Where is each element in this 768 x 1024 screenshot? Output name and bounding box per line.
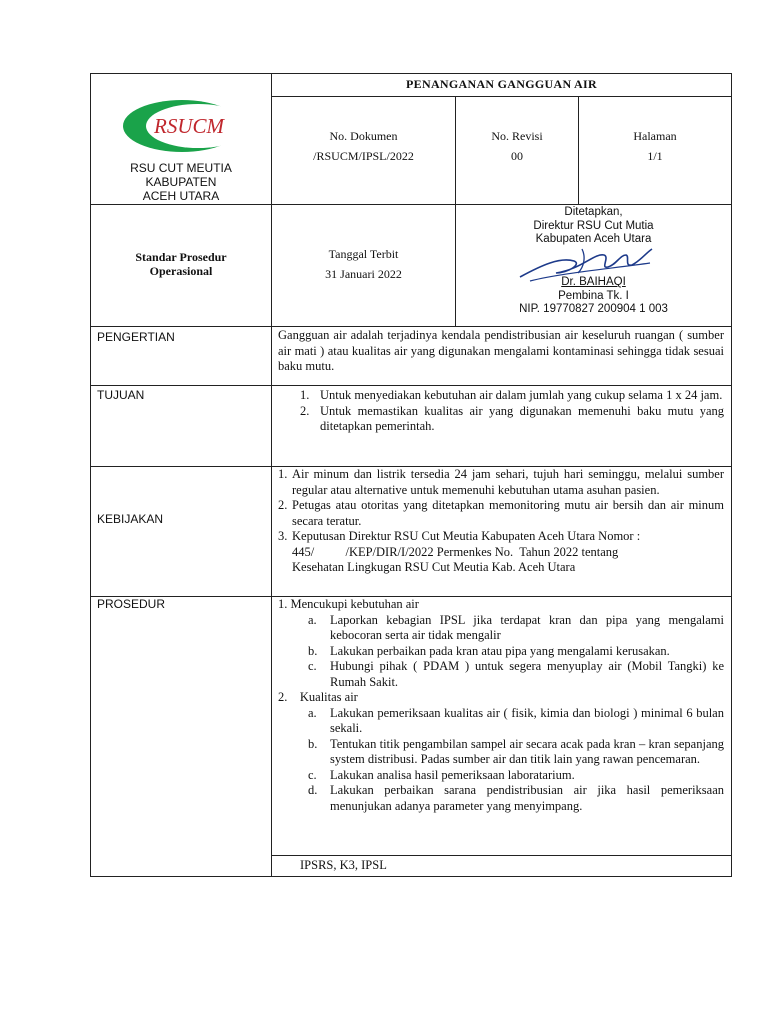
list-number: 1.: [300, 388, 310, 402]
signer-rank: Pembina Tk. I: [558, 289, 629, 302]
tujuan-list: [300, 388, 724, 435]
list-text: Lakukan perbaikan pada kran atau pipa yang mengalami kerusakan.: [330, 643, 670, 658]
revision-number: [456, 129, 578, 163]
list-text: Air minum dan listrik tersedia 24 jam sehari, tujuh hari seminggu, melalui sumber regular atau alternative untuk memenuhi kebutuhan utama asuhan pasien.: [292, 467, 724, 497]
list-letter: a.: [308, 612, 317, 627]
org-line: KABUPATEN: [145, 175, 217, 189]
prosedur-group-title: 2. Kualitas air: [278, 690, 358, 704]
prosedur-label: PROSEDUR: [97, 597, 166, 611]
related-units: IPSRS, K3, IPSL: [300, 858, 387, 872]
list-item: [278, 768, 724, 784]
list-text: Keputusan Direktur RSU Cut Meutia Kabupaten Aceh Utara Nomor :: [292, 529, 641, 543]
list-text: 445/ /KEP/DIR/I/2022 Permenkes No. Tahun 2022 tentang: [292, 544, 619, 559]
list-item: [278, 613, 724, 644]
approval-line: Direktur RSU Cut Mutia: [533, 219, 654, 232]
sop-type: [91, 250, 271, 278]
doc-number-label: No. Dokumen: [329, 129, 398, 143]
list-text: Petugas atau otoritas yang ditetapkan memonitoring mutu air bersih dan air minum secara teratur.: [292, 498, 724, 528]
tujuan-label: TUJUAN: [97, 388, 145, 402]
signer-name: Dr. BAIHAQI: [561, 276, 626, 288]
list-item: [278, 644, 724, 660]
list-letter: a.: [308, 705, 317, 720]
kebijakan-label: KEBIJAKAN: [97, 512, 164, 526]
prosedur-group-title: 1. Mencukupi kebutuhan air: [278, 597, 419, 611]
organization-name: [91, 161, 271, 203]
doc-number-value: /RSUCM/IPSL/2022: [313, 149, 414, 163]
pengertian-text: Gangguan air adalah terjadinya kendala pendistribusian air keseluruh ruangan ( sumber air mati ) atau kualitas air yang digunakan mengalami kontaminasi sehingga tidak sesuai baku mutu.: [278, 328, 724, 373]
sop-type-line: Standar Prosedur: [135, 250, 227, 264]
list-item: [300, 404, 724, 435]
org-line: ACEH UTARA: [142, 189, 220, 203]
list-letter: b.: [308, 736, 318, 751]
page-value: 1/1: [647, 149, 663, 163]
issue-date-label: Tanggal Terbit: [328, 247, 399, 261]
document-number: [272, 129, 455, 163]
hospital-logo: [116, 96, 256, 152]
list-number: 2.: [300, 403, 310, 418]
approval-line: Kabupaten Aceh Utara: [535, 233, 652, 246]
signer-block: [456, 276, 731, 317]
list-item: [278, 467, 724, 498]
approval-block: [456, 206, 731, 247]
list-text: Tentukan titik pengambilan sampel air secara acak pada kran – kran sepanjang system distribusi. Padas sumber air dan titik lain yang rawan pencemaran.: [330, 736, 724, 766]
kebijakan-list: [278, 467, 724, 576]
list-item: [278, 783, 724, 814]
issue-date: [272, 247, 455, 281]
list-text: Laporkan kebagian IPSL jika terdapat kran dan pipa yang mengalami kebocoran serta air tidak mengalir: [330, 612, 724, 642]
list-text: Lakukan perbaikan sarana pendistribusian air jika hasil pemeriksaan menunjukan adanya parameter yang menyimpang.: [330, 783, 724, 813]
list-text: Lakukan analisa hasil pemeriksaan laboratarium.: [330, 767, 575, 782]
prosedur-list: [278, 597, 724, 814]
list-text: Untuk memastikan kualitas air yang digunakan memenuhi baku mutu yang ditetapkan pemerintah.: [320, 403, 724, 433]
pengertian-label: PENGERTIAN: [97, 330, 175, 344]
list-letter: c.: [308, 767, 317, 782]
list-number: 2.: [278, 498, 288, 512]
list-item: [278, 498, 724, 529]
logo-text: RSUCM: [154, 114, 224, 138]
list-text: Lakukan pemeriksaan kualitas air ( fisik, kimia dan biologi ) minimal 6 bulan sekali.: [330, 705, 724, 735]
list-letter: c.: [308, 659, 317, 673]
list-item: [278, 659, 724, 690]
list-text: Kesehatan Lingkugan RSU Cut Meutia Kab. Aceh Utara: [292, 560, 576, 574]
sop-type-line: Operasional: [149, 264, 213, 278]
list-letter: b.: [308, 643, 318, 658]
list-text: Untuk menyediakan kebutuhan air dalam jumlah yang cukup selama 1 x 24 jam.: [320, 388, 723, 402]
list-text: Hubungi pihak ( PDAM ) untuk segera menyuplay air (Mobil Tangki) ke Rumah Sakit.: [330, 659, 724, 689]
list-letter: d.: [308, 783, 318, 797]
list-number: 3.: [278, 529, 288, 543]
list-item: [300, 388, 724, 404]
list-item: [278, 737, 724, 768]
page-number: [579, 129, 731, 163]
document-title: PENANGANAN GANGGUAN AIR: [406, 77, 597, 91]
revision-value: 00: [511, 149, 523, 163]
signer-nip: NIP. 19770827 200904 1 003: [519, 303, 668, 316]
page-label: Halaman: [633, 129, 677, 143]
list-item: [278, 706, 724, 737]
approval-line: Ditetapkan,: [564, 206, 623, 218]
list-item: [278, 529, 724, 576]
revision-label: No. Revisi: [491, 129, 543, 143]
issue-date-value: 31 Januari 2022: [325, 267, 402, 281]
org-line: RSU CUT MEUTIA: [130, 161, 232, 175]
list-number: 1.: [278, 467, 288, 481]
